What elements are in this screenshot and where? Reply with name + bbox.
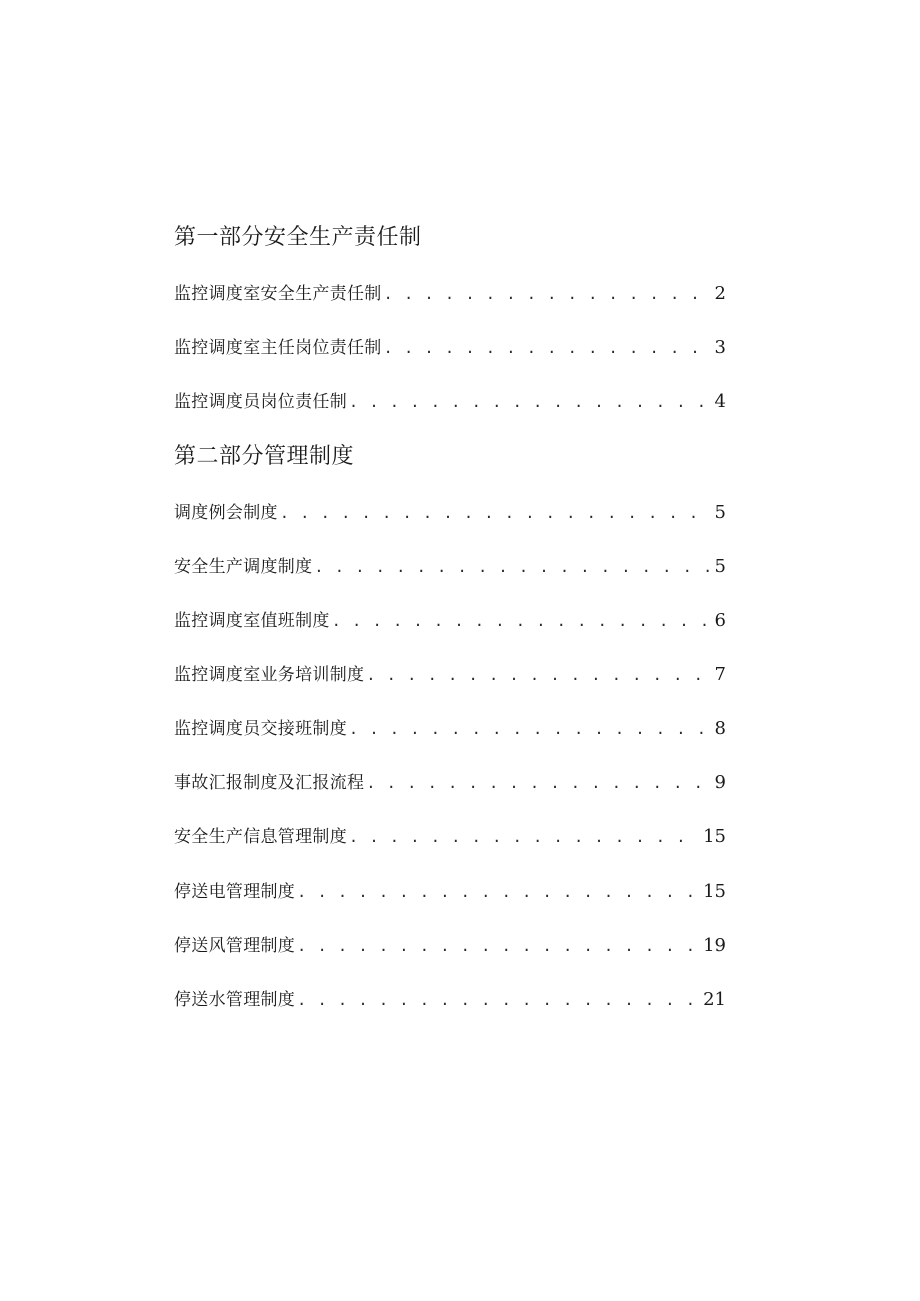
dot-leader: [349, 825, 699, 849]
toc-entry-page: 4: [714, 391, 726, 412]
toc-entry-page: 9: [714, 772, 726, 793]
dot-leader: [297, 988, 699, 1012]
dot-leader: [332, 609, 711, 633]
dot-leader: [384, 282, 711, 306]
toc-entry-label: 事故汇报制度及汇报流程: [174, 773, 365, 793]
toc-entry-label: 停送水管理制度: [174, 990, 296, 1010]
dot-leader: [349, 717, 711, 741]
dot-leader: [297, 880, 699, 904]
toc-entry[interactable]: [174, 336, 726, 360]
toc-entry[interactable]: [174, 934, 726, 958]
toc-entry[interactable]: [174, 501, 726, 525]
toc-entry[interactable]: [174, 988, 726, 1012]
toc-entry-page: 2: [714, 283, 726, 304]
toc-entry-page: 15: [703, 826, 726, 847]
toc-entry-label: 监控调度室安全生产责任制: [174, 284, 382, 304]
toc-entry-page: 3: [714, 337, 726, 358]
toc-entry-page: 5: [714, 502, 726, 523]
toc-entry-label: 监控调度员交接班制度: [174, 719, 347, 739]
toc-entry-label: 调度例会制度: [174, 503, 278, 523]
toc-entry-label: 监控调度室主任岗位责任制: [174, 338, 382, 358]
toc-entry[interactable]: [174, 390, 726, 414]
toc-entry-label: 安全生产调度制度: [174, 557, 313, 577]
toc-entry-label: 停送电管理制度: [174, 882, 296, 902]
toc-entry-page: 7: [714, 664, 726, 685]
section-title: 第二部分管理制度: [174, 444, 355, 469]
dot-leader: [349, 390, 711, 414]
dot-leader: [280, 501, 711, 525]
toc-entry[interactable]: [174, 609, 726, 633]
toc-entry[interactable]: [174, 825, 726, 849]
dot-leader: [366, 663, 710, 687]
toc-entry-label: 监控调度室业务培训制度: [174, 665, 365, 685]
toc-entry-page: 15: [703, 881, 726, 902]
toc-entry[interactable]: [174, 717, 726, 741]
toc-entry-page: 21: [703, 989, 726, 1010]
section-title: 第一部分安全生产责任制: [174, 225, 422, 250]
toc-entry-page: 8: [714, 718, 726, 739]
dot-leader: [384, 336, 711, 360]
toc-entry[interactable]: [174, 555, 726, 579]
toc-entry[interactable]: [174, 282, 726, 306]
dot-leader: [297, 934, 699, 958]
dot-leader: [314, 555, 710, 579]
toc-entry-label: 停送风管理制度: [174, 936, 296, 956]
toc-entry-label: 监控调度室值班制度: [174, 611, 330, 631]
toc-entry[interactable]: [174, 663, 726, 687]
toc-entry-page: 6: [714, 610, 726, 631]
toc-entry-label: 监控调度员岗位责任制: [174, 392, 347, 412]
toc-entry[interactable]: [174, 880, 726, 904]
dot-leader: [366, 771, 710, 795]
toc-entry-page: 19: [703, 935, 726, 956]
toc-entry-label: 安全生产信息管理制度: [174, 827, 347, 847]
toc-entry[interactable]: [174, 771, 726, 795]
toc-entry-page: 5: [714, 556, 726, 577]
